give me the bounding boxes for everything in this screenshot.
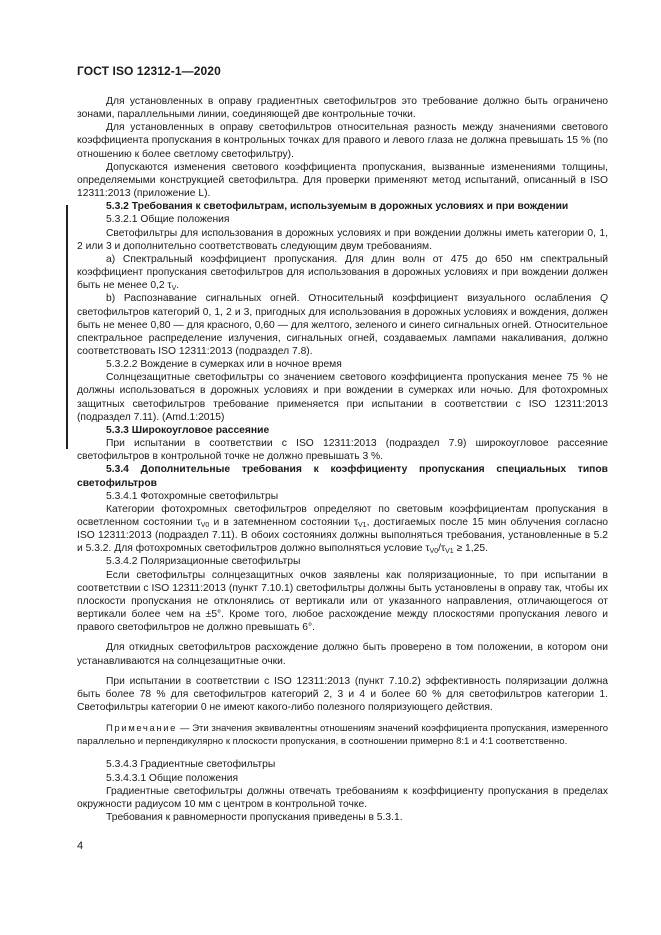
- subsection-heading-5-3-4-2: 5.3.4.2 Поляризационные светофильтры: [106, 556, 301, 568]
- paragraph: Градиентные светофильтры должны отвечать требованиям к коэффициенту пропускания в пределах окружности радиусом 10 мм с центром в контрольной точке.: [77, 785, 608, 810]
- paragraph: Требования к равномерности пропускания приведены в 5.3.1.: [106, 812, 403, 823]
- text-run: b) Распознавание сигнальных огней. Относительный коэффициент визуального ослабления: [106, 293, 600, 305]
- paragraph: Допускаются изменения светового коэффициента пропускания, вызванные изменениями толщины, определяемыми конструкцией светофильтра. Для проверки применяют метод испытаний, описанный в ISO 12311:2013 (приложение L).: [77, 161, 608, 200]
- change-marker-bar: [66, 205, 68, 449]
- section-heading-5-3-3: 5.3.3 Широкоугловое рассеяние: [106, 424, 270, 436]
- subscript: V0: [429, 548, 439, 556]
- paragraph: При испытании в соответствии с ISO 12311:2013 (подраздел 7.9) широкоугловое рассеяние светофильтров в контрольной точке не должно превышать 3 %.: [77, 438, 608, 463]
- subsection-heading-5-3-4-1: 5.3.4.1 Фотохромные светофильтры: [106, 490, 279, 502]
- note: [77, 723, 608, 748]
- paragraph: Для откидных светофильтров расхождение должно быть проверено в том положении, в котором они устанавливаются на солнцезащитные очки.: [77, 642, 608, 667]
- page-number: 4: [77, 840, 84, 852]
- note-label: Примечание: [106, 723, 177, 735]
- paragraph: Для установленных в оправу светофильтров относительная разность между значениями светового коэффициента пропускания в контрольных точках для правого и левого глаза не должна превышать 15 % (по отношению к более светлому светофильтру).: [77, 122, 608, 160]
- note-text: — Эти значения эквивалентны отношениям значений коэффициента пропускания, измеренного параллельно и перпендикулярно к плоскости пропускания, в соотношении примерно 8:1 и 4:1 соответственно.: [77, 723, 608, 747]
- text-run: светофильтров категорий 0, 1, 2 и 3, пригодных для использования в дорожных условиях и вождения, должен быть не менее 0,80 — для красного, 0,60 — для желтого, зеленого и синего сигнальных огней. Относительное спектральное распределение излучения, сигнальных огней, создаваемых лампами накаливания, должно соответствовать ISO 12311:2013 (подраздел 7.8).: [77, 306, 608, 357]
- text-run: ≥ 1,25.: [453, 543, 488, 555]
- paragraph: Для установленных в оправу градиентных светофильтров это требование должно быть ограничено зонами, параллельными линии, соединяющей две контрольные точки.: [77, 96, 608, 121]
- subsection-heading-5-3-4-3: 5.3.4.3 Градиентные светофильтры: [106, 759, 276, 771]
- text-run: , достигаемых после 15 мин облучения согласно ISO 12311:2013 (подраздел 7.11). В обоих состояниях должны выполняться требования, установленные в 5.2 и 5.3.2. Для фотохромных светофильтров должно выполняться условие τ: [77, 517, 608, 555]
- subscript: V0: [200, 522, 210, 529]
- paragraph: Если светофильтры солнцезащитных очков заявлены как поляризационные, то при испытании в соответствии с ISO 12311:2013 (пункт 7.10.1) светофильтры должны быть установлены в оправу так, чтобы их плоскости пропускания не отклонялись от вертикали или от указанного направления, отличающегося от вертикали более чем на ±5°. Кроме того, любое расхождение между плоскостями пропускания левого и правого светофильтров не должно превышать 6°.: [77, 569, 608, 634]
- text-run: Категории фотохромных светофильтров определяют по световым коэффициентам пропускания в осветленном состоянии τ: [77, 503, 608, 528]
- subsection-heading-5-3-2-2: 5.3.2.2 Вождение в сумерках или в ночное время: [106, 359, 342, 371]
- subscript: V: [171, 285, 177, 293]
- section-heading-5-3-2: 5.3.2 Требования к светофильтрам, используемым в дорожных условиях и при вождении: [106, 201, 569, 213]
- paragraph-signal-recognition: [77, 292, 608, 358]
- subscript: V1: [445, 548, 454, 556]
- subsection-heading-5-3-2-1: 5.3.2.1 Общие положения: [106, 214, 230, 226]
- document-code-header: ГОСТ ISO 12312-1—2020: [77, 64, 221, 78]
- paragraph: При испытании в соответствии с ISO 12311:2013 (пункт 7.10.2) эффективность поляризации должна быть более 78 % для светофильтров категорий 2, 3 и 4 и более 60 % для светофильтров категории 1. Светофильтры категории 0 не имеют какого-либо полезного поляризующего действия.: [77, 675, 608, 714]
- subscript: V1: [358, 522, 367, 529]
- document-body: [77, 95, 608, 824]
- text-run: и в затемненном состоянии τ: [209, 517, 359, 528]
- text-run: /τ: [438, 543, 446, 555]
- text-run: .: [176, 280, 180, 292]
- text-run: а) Спектральный коэффициент пропускания. Для длин волн от 475 до 650 нм спектральный коэффициент пропускания светофильтров для использования в дорожных условиях и при вождении должен быть не менее 0,2 τ: [77, 253, 608, 292]
- paragraph: Светофильтры для использования в дорожных условиях и при вождении должны иметь категории 0, 1, 2 или 3 и дополнительно соответствовать следующим двум требованиям.: [77, 227, 608, 252]
- subsection-heading-5-3-4-3-1: 5.3.4.3.1 Общие положения: [106, 772, 239, 784]
- symbol-q: Q: [599, 293, 608, 305]
- paragraph-photochromic: [77, 503, 608, 556]
- section-heading-5-3-4: 5.3.4 Дополнительные требования к коэффициенту пропускания специальных типов светофильтров: [77, 464, 608, 489]
- paragraph: Солнцезащитные светофильтры со значением светового коэффициента пропускания менее 75 % не должны использоваться в дорожных условиях и при вождении в сумерках или ночью. Для фотохромных защитных светофильтров требование применяется при испытании в соответствии с ISO 12311:2013 (подраздел 7.11). (Amd.1:2015): [77, 372, 608, 423]
- paragraph-spectral-transmittance: [77, 253, 608, 292]
